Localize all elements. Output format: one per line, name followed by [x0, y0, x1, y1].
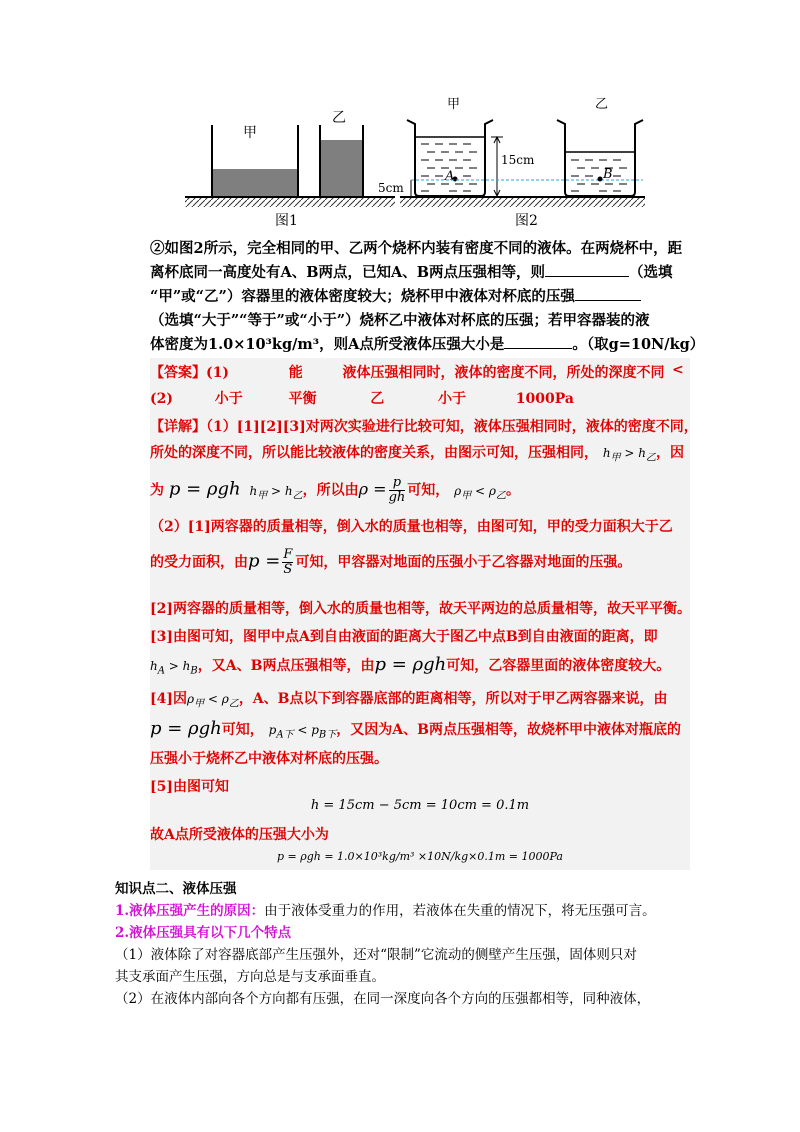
math-h-jia-gt-h-yi: $h_甲 > h_乙$	[602, 446, 657, 464]
fraction-f-over-s: $\frac{F}{S}$	[283, 547, 293, 577]
knowledge-item-2: 2.液体压强具有以下几个特点	[115, 925, 292, 941]
detail-line-8	[150, 654, 670, 676]
detail-text: 所处的深度不同，所以能比较液体的密度关系，由图示可知，压强相同，	[150, 445, 598, 461]
equation-h: h = 15cm − 5cm = 10cm = 0.1m	[310, 798, 530, 813]
fraction-p-over-gh: $\frac{p}{gh}$	[388, 475, 406, 505]
answer-value: 1000Pa	[515, 391, 574, 407]
item-label: 1.液体压强产生的原因：	[115, 903, 265, 919]
ground-hatch-1	[185, 197, 395, 207]
fig1-container-yi	[320, 125, 363, 197]
detail-line-13: 故A点所受液体的压强大小为	[150, 827, 329, 843]
fig2-caption: 图2	[515, 213, 538, 229]
answer-blank-3[interactable]	[504, 334, 572, 349]
question-line-3	[150, 285, 690, 309]
math-rho-jia-lt-rho-yi: $\rho_甲 < \rho_乙$	[454, 483, 506, 501]
answer-blank-1[interactable]	[545, 262, 629, 277]
math-rho-jia-lt-rho-yi: $\rho_甲 < \rho_乙$	[187, 692, 239, 710]
fig1-caption: 图1	[275, 213, 298, 229]
answer-value: <	[672, 362, 684, 378]
fig2-label-yi: 乙	[595, 97, 609, 112]
figure-container	[175, 92, 645, 232]
detail-line-12: [5]由图可知	[150, 779, 229, 795]
fig2-point-a: A	[445, 169, 455, 184]
detail-text: 可知，甲容器对地面的压强小于乙容器对地面的压强。	[295, 554, 632, 571]
fig1-label-yi: 乙	[332, 110, 346, 126]
formula-p-rho-g-h: p = ρgh	[374, 654, 447, 675]
question-line-5	[150, 333, 705, 357]
math-pa-lt-pb: $p_{A下} < p_{B下}$	[268, 723, 337, 741]
fig2-beaker-yi	[557, 120, 643, 196]
question-line-2	[150, 261, 690, 285]
detail-text: ，又因为A、B两点压强相等，故烧杯甲中液体对瓶底的	[336, 722, 681, 738]
answer-tag: (2)	[150, 391, 173, 407]
formula-p: p =	[248, 550, 281, 572]
fig2-bottom-label: 5cm	[378, 181, 404, 195]
fig2-height-label: 15cm	[501, 153, 535, 167]
detail-line-4: （2）[1]两容器的质量相等，倒入水的质量也相等，由图可知，甲的受力面积大于乙	[150, 519, 673, 535]
detail-line-11: 压强小于烧杯乙中液体对杯底的压强。	[150, 751, 388, 767]
detail-line-3	[150, 476, 520, 505]
detail-line-9	[150, 688, 668, 709]
beaker-figures	[175, 92, 645, 232]
fig1-label-jia: 甲	[243, 125, 257, 141]
detail-text: ，因	[656, 445, 685, 461]
answer-value: 平衡	[288, 391, 317, 407]
detail-line-6: [2]两容器的质量相等，倒入水的质量也相等，故天平两边的总质量相等，故天平平衡。	[150, 601, 691, 617]
detail-line-2	[150, 442, 684, 463]
detail-text: 为	[150, 482, 164, 499]
detail-text: 。	[505, 482, 520, 499]
paragraph-1a: （1）液体除了对容器底部产生压强外，还对“限制”它流动的侧壁产生压强，固体则只对	[115, 947, 637, 963]
detail-text: [4]因	[150, 691, 187, 707]
knowledge-section	[115, 878, 715, 1010]
detail-text: ，A、B点以下到容器底部的距离相等，所以对于甲乙两容器来说，由	[238, 691, 668, 707]
answer-panel	[150, 358, 698, 870]
question-text: “甲”或“乙”）容器里的液体密度较大；烧杯甲中液体对杯底的压强	[150, 288, 575, 305]
equation-p: p = ρgh = 1.0×10³kg/m³ ×10N/kg×0.1m = 1000Pa	[277, 850, 563, 863]
formula-p-rho-g-h: p = ρgh	[150, 718, 222, 739]
detail-line-7: [3]由图可知，图甲中点A到自由液面的距离大于图乙中点B到自由液面的距离，即	[150, 629, 658, 645]
knowledge-item-1	[115, 900, 715, 922]
detail-line-10	[150, 718, 681, 740]
paragraph-1b: 其支承面产生压强，方向总是与支承面垂直。	[115, 969, 385, 985]
answer-value: 小于	[438, 391, 466, 407]
question-line-1: ②如图2所示，完全相同的甲、乙两个烧杯内装有密度不同的液体。在两烧杯中，距	[150, 240, 683, 257]
section-title: 知识点二、液体压强	[115, 881, 237, 897]
question-text: 离杯底同一高度处有A、B两点，已知A、B两点压强相等，则	[150, 264, 546, 281]
answer-value: 乙	[370, 391, 385, 407]
detail-text: ，所以由	[302, 482, 359, 499]
answer-value: 能	[288, 365, 303, 381]
question-line-4: （选填“大于”“等于”或“小于”）烧杯乙中液体对杯底的压强；若甲容器装的液	[150, 312, 650, 329]
answer-blank-2[interactable]	[575, 286, 641, 301]
fig2-label-jia: 甲	[447, 97, 461, 112]
answer-row-2	[150, 388, 574, 408]
detail-line-1: 【详解】（1）[1][2][3]对两次实验进行比较可知，液体压强相同时，液体的密度不同，	[150, 419, 698, 435]
math-ha-gt-hb: $h_A > h_B$	[150, 659, 198, 677]
question-text: 。（取g=10N/kg）	[572, 336, 705, 353]
fig2-beaker-jia	[407, 120, 493, 196]
math-h-jia-gt-h-yi: $h_甲 > h_乙$	[249, 483, 303, 501]
ground-hatch-2	[400, 197, 645, 207]
detail-text: 可知，	[221, 722, 264, 738]
formula-rho: ρ =	[358, 479, 387, 499]
paragraph-2: （2）在液体内部向各个方向都有压强，在同一深度向各个方向的压强都相等，同种液体，	[115, 991, 651, 1007]
detail-text: 可知，	[407, 482, 450, 499]
question-block	[150, 237, 705, 357]
formula-p-rho-g-h: p = ρgh	[168, 478, 241, 500]
answer-row-1	[150, 362, 665, 382]
detail-text: 可知，乙容器里面的液体密度较大。	[446, 658, 671, 674]
fig2-point-b: B	[603, 167, 613, 182]
question-text: 体密度为1.0×10³kg/m³，则A点所受液体压强大小是	[150, 336, 505, 353]
detail-text: ，又A、B两点压强相等，由	[197, 658, 375, 674]
item-text: 由于液体受重力的作用，若液体在失重的情况下，将无压强可言。	[264, 903, 656, 919]
answer-value: 小于	[214, 391, 243, 407]
answer-tag: 【答案】(1)	[150, 365, 229, 381]
detail-line-5	[150, 548, 631, 577]
answer-value: 液体压强相同时，液体的密度不同，所处的深度不同	[342, 365, 665, 381]
question-text: （选填	[629, 264, 673, 281]
detail-text: 的受力面积，由	[150, 554, 248, 571]
